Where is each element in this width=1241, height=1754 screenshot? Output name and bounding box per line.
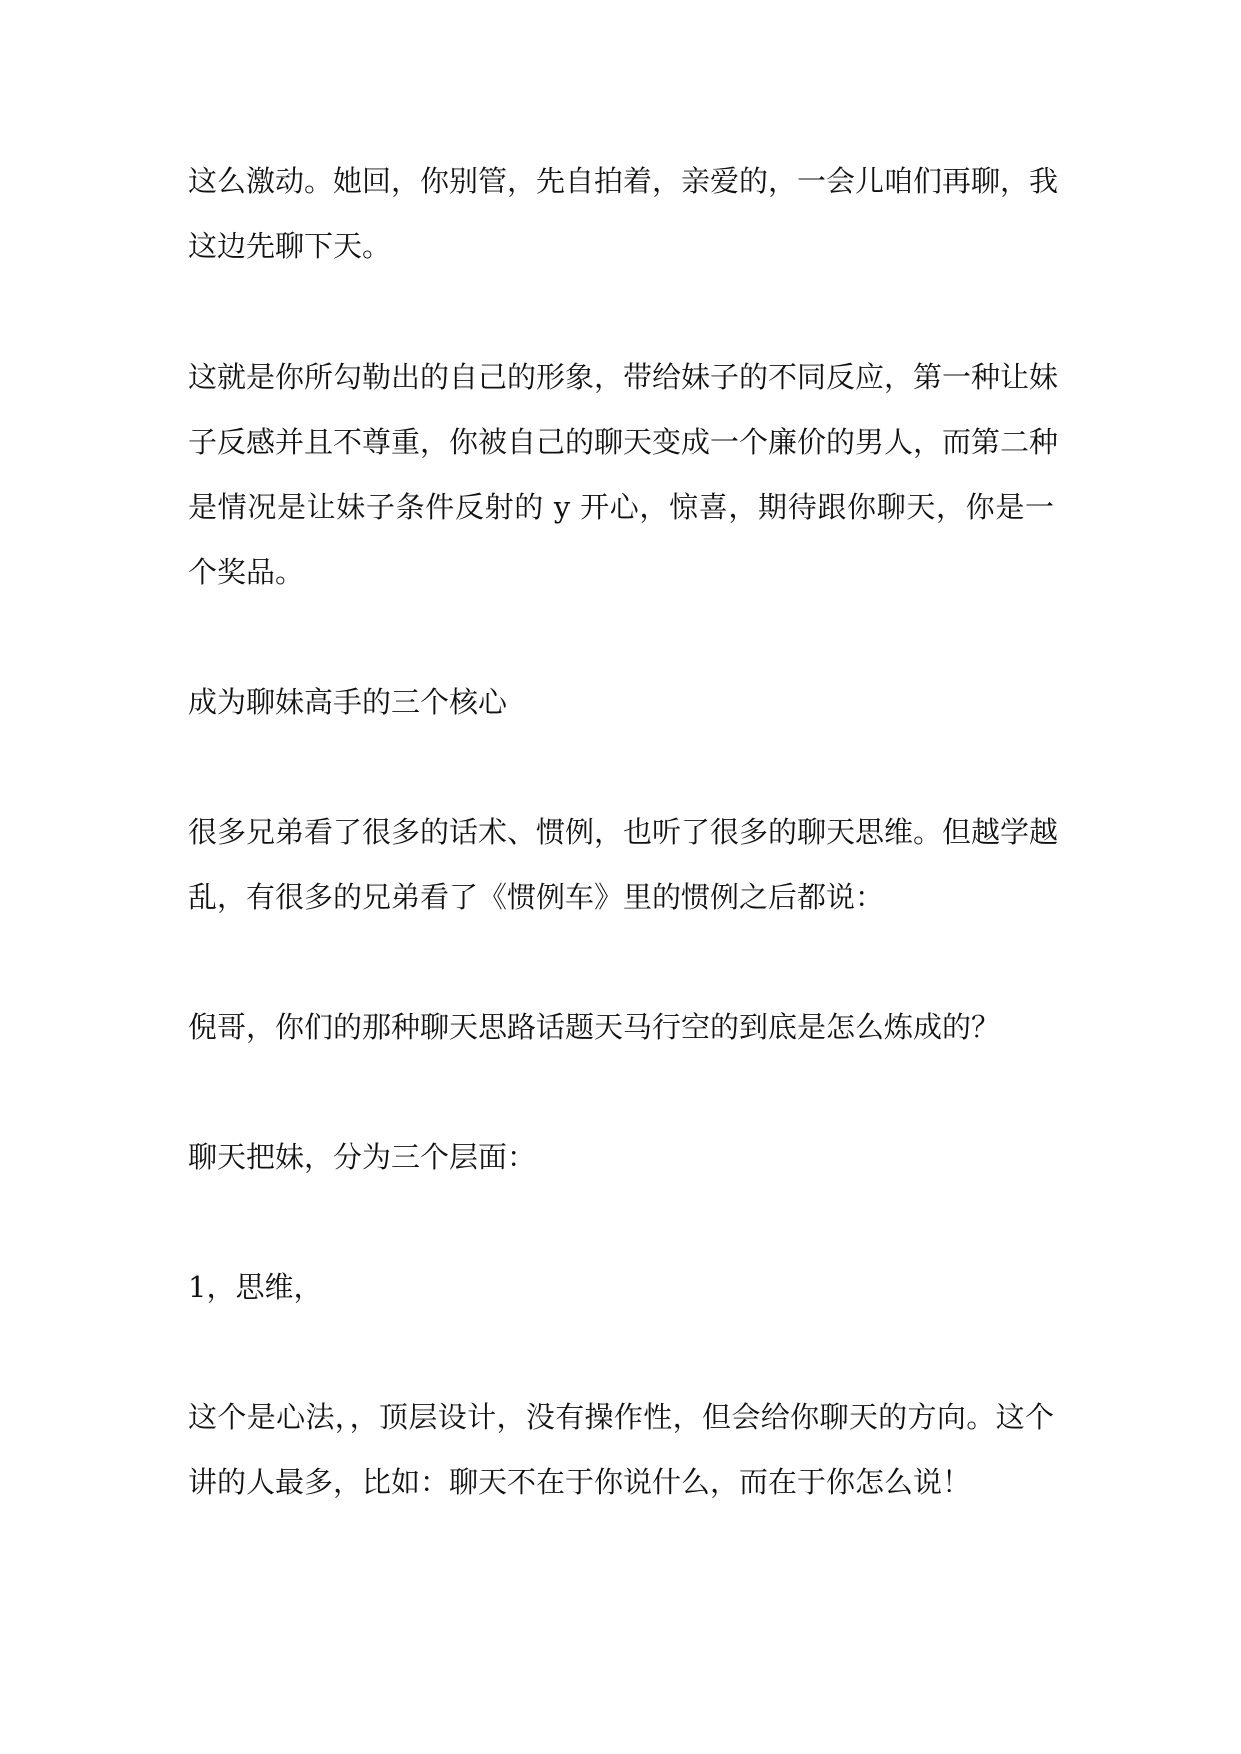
paragraph-5	[188, 1125, 1054, 1190]
paragraph-line: 子反感并且不尊重，你被自己的聊天变成一个廉价的男人，而第二种	[188, 425, 1059, 459]
paragraph-3	[188, 800, 1059, 930]
paragraph-1	[188, 149, 1059, 279]
paragraph-line: 这边先聊下天。	[188, 229, 392, 263]
heading-line: 成为聊妹高手的三个核心	[188, 685, 508, 719]
paragraph-line: 1，思维，	[188, 1270, 323, 1304]
paragraph-2	[188, 345, 1059, 605]
paragraph-line: 聊天把妹，分为三个层面：	[188, 1140, 537, 1174]
list-item-1	[188, 1255, 1054, 1320]
paragraph-line: 个奖品。	[188, 555, 305, 589]
paragraph-line: 讲的人最多，比如：聊天不在于你说什么，而在于你怎么说！	[188, 1465, 972, 1499]
paragraph-6	[188, 1385, 1054, 1515]
paragraph-line: 乱，有很多的兄弟看了《惯例车》里的惯例之后都说：	[188, 880, 885, 914]
paragraph-line: 这就是你所勾勒出的自己的形象，带给妹子的不同反应，第一种让妹	[188, 360, 1059, 394]
paragraph-line: 倪哥，你们的那种聊天思路话题天马行空的到底是怎么炼成的？	[188, 1010, 1001, 1044]
paragraph-line: 是情况是让妹子条件反射的 y 开心，惊喜，期待跟你聊天，你是一	[188, 490, 1054, 524]
paragraph-4	[188, 995, 1054, 1060]
section-heading	[188, 670, 1054, 735]
paragraph-line: 这么激动。她回，你别管，先自拍着，亲爱的，一会儿咱们再聊，我	[188, 164, 1059, 198]
paragraph-line: 很多兄弟看了很多的话术、惯例，也听了很多的聊天思维。但越学越	[188, 815, 1059, 849]
paragraph-line: 这个是心法，，顶层设计，没有操作性，但会给你聊天的方向。这个	[188, 1400, 1054, 1434]
